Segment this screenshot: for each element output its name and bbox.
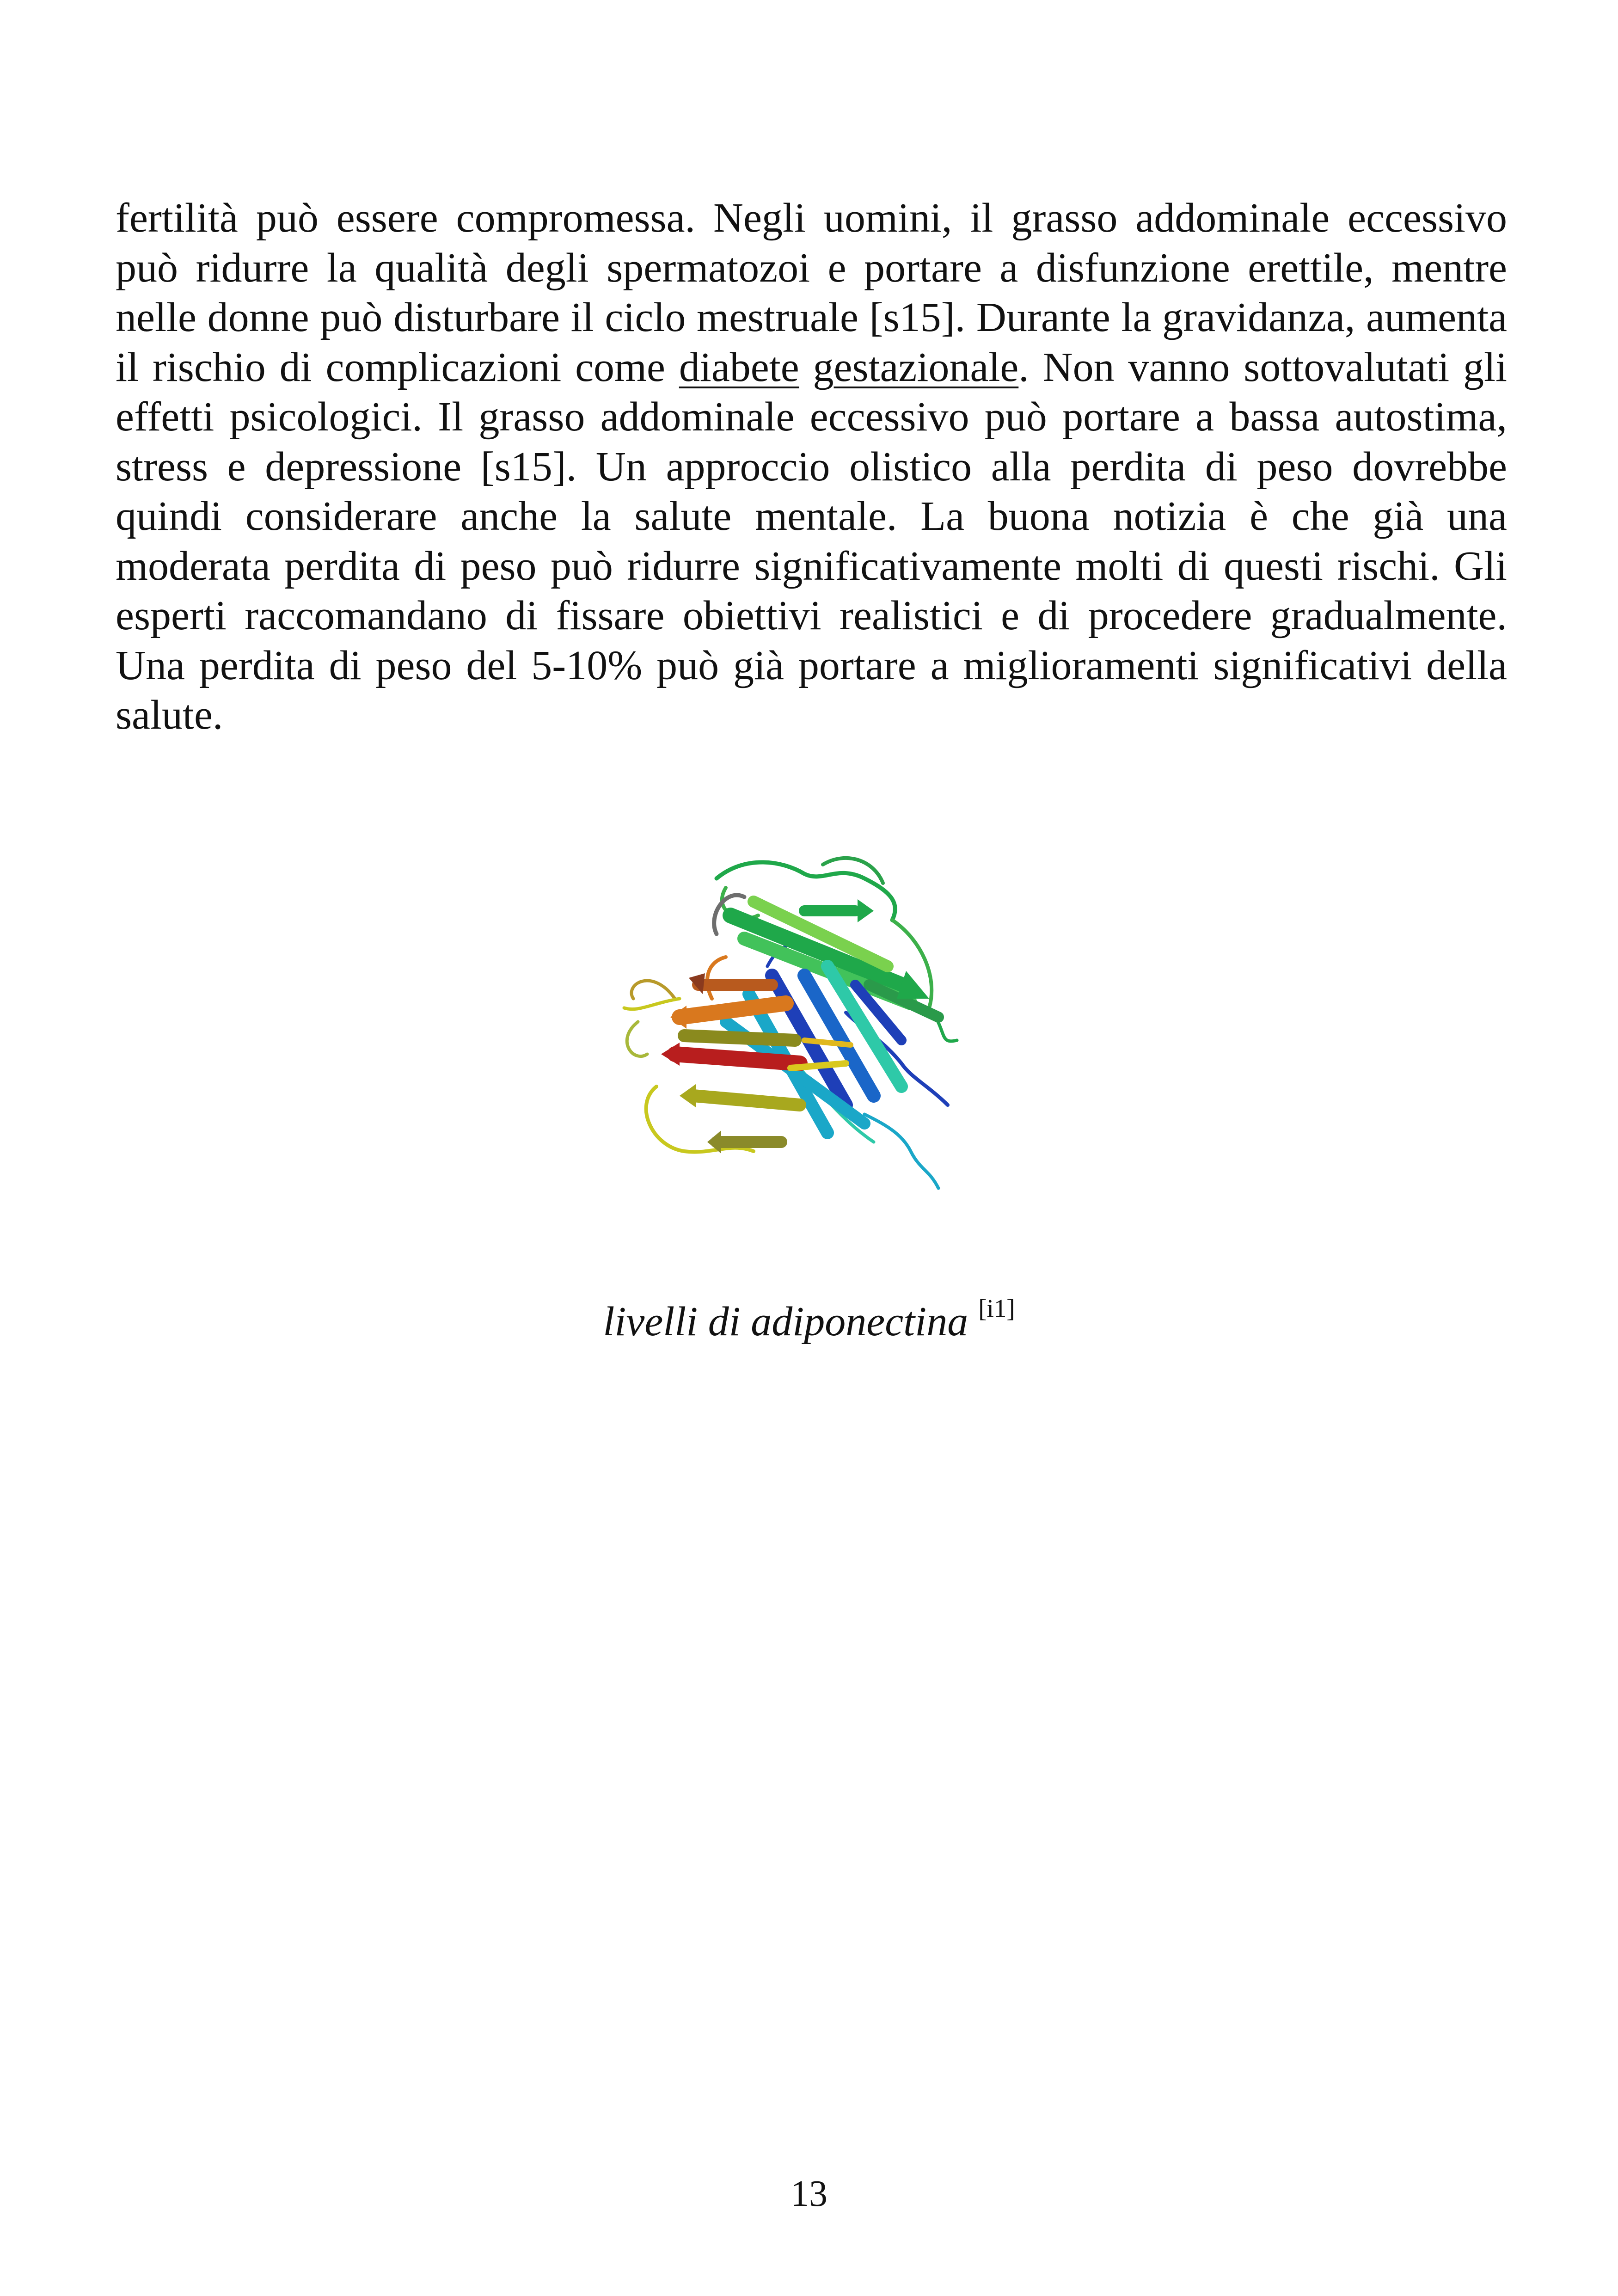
paragraph-text-end: . Non vanno sottovalutati gli effetti psicologici. Il grasso addominale eccessivo può portare a bassa autostima, stress e depressione [s15]. Un approccio olistico alla perdita di peso dovrebbe quindi considerare anche la salute mentale. La buona notizia è che già una moderata perdita di peso può ridurre significativamente molti di questi rischi. Gli esperti raccomandano di fissare obiettivi realistici e di procedere gradualmente. Una perdita di peso del 5-10% può già portare a miglioramenti significativi della salute. [116, 344, 1507, 738]
paragraph-text-start: fertilità può essere compromessa. Negli uomini, il grasso addominale eccessivo può ridurre la qualità degli spermatozoi e portare a disfunzione erettile, mentre nelle donne può disturbare il ciclo mestruale [s15]. Durante la gravidanza, aumenta il rischio di complicazioni come [116, 195, 1507, 390]
page-number: 13 [791, 2173, 827, 2214]
caption-text: livelli di adiponectina [603, 1299, 968, 1344]
link-gestazionale[interactable]: gestazionale [813, 344, 1019, 390]
adiponectin-structure-image [606, 846, 1012, 1207]
protein-ribbon-icon [606, 846, 1012, 1207]
link-diabete[interactable]: diabete [679, 344, 799, 390]
caption-reference[interactable]: [i1] [978, 1294, 1015, 1322]
body-paragraph [116, 193, 1507, 740]
figure-caption [0, 1281, 1618, 1350]
link-space [799, 344, 813, 390]
